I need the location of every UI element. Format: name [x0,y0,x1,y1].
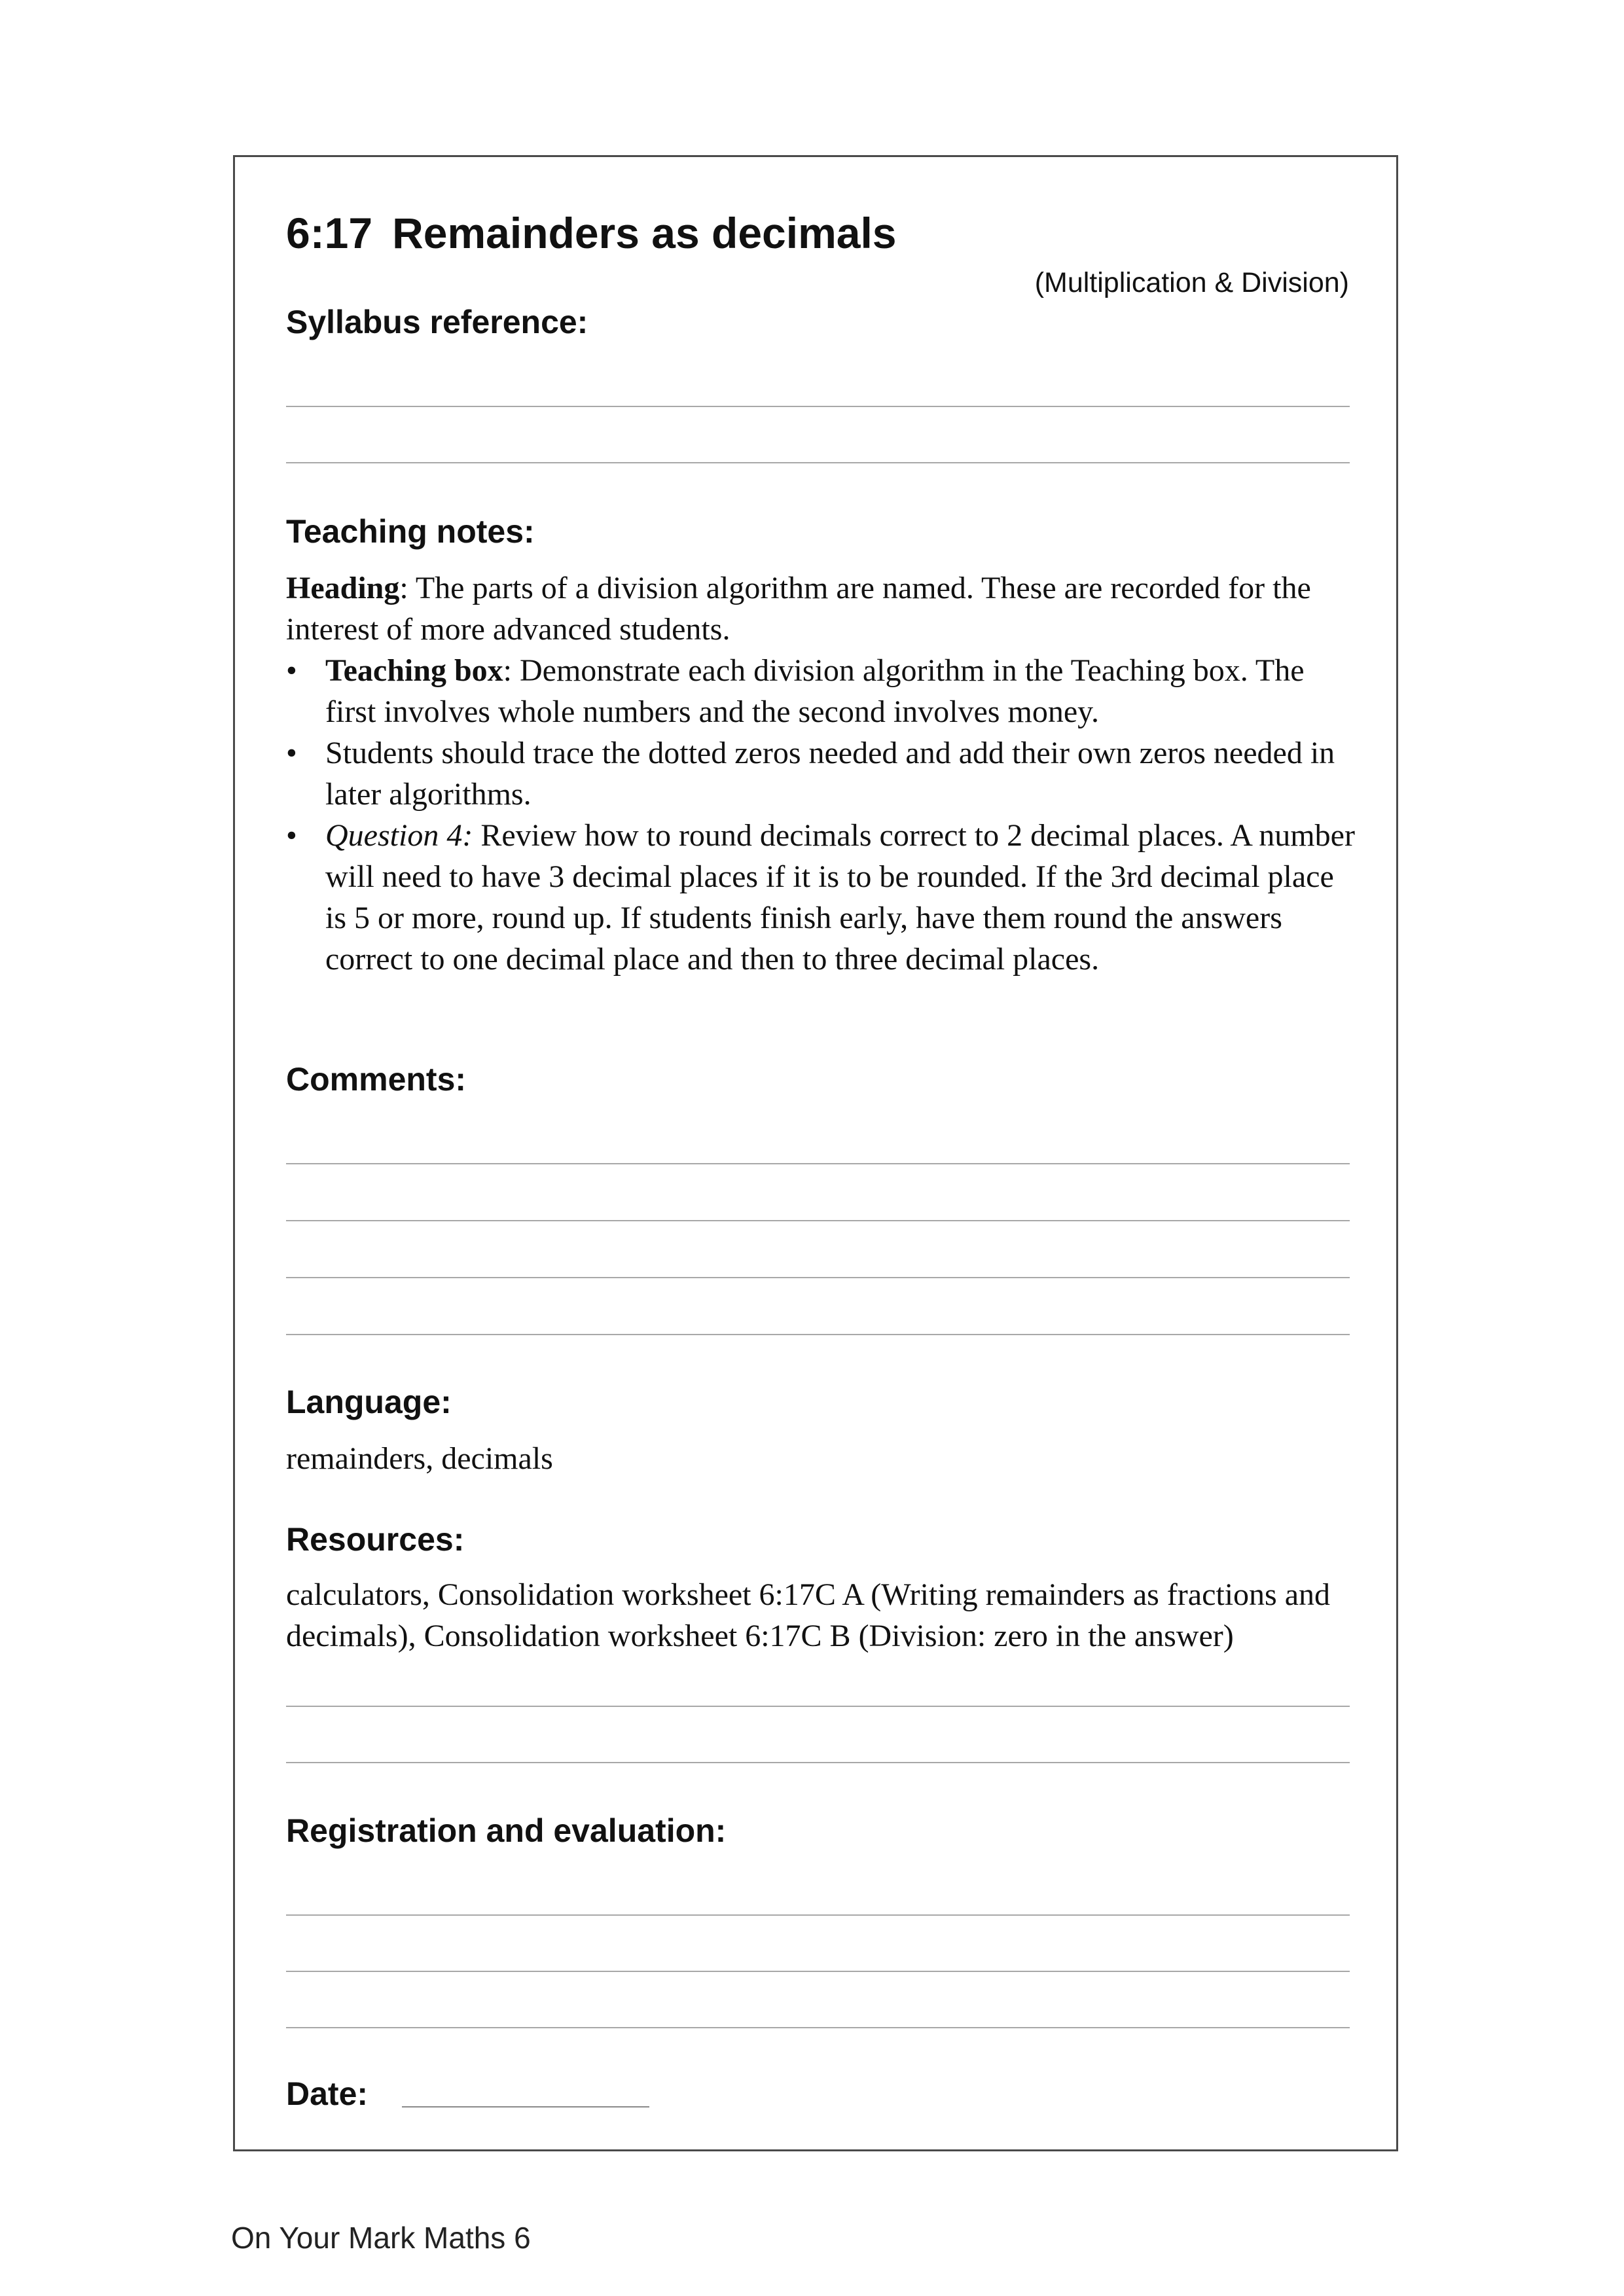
teaching-notes-heading: Teaching notes: [286,513,535,550]
teaching-notes-list [286,650,1360,980]
bullet3-italic: Question 4: [325,818,473,853]
bullet-dot: • [286,818,297,853]
page-footer: On Your Mark Maths 6 [231,2221,531,2255]
bullet2-text: Students should trace the dotted zeros needed and add their own zeros needed in later algorithms. [325,736,1335,812]
teaching-notes-body [286,567,1360,980]
intro-text: : The parts of a division algorithm are named. These are recorded for the interest of more advanced students. [286,571,1311,647]
bullet-dot: • [286,736,297,770]
bullet1-text: : Demonstrate each division algorithm in the Teaching box. The first involves whole numbers and the second involves money. [325,653,1305,729]
bullet-dot: • [286,653,297,688]
date-label: Date: [286,2075,369,2112]
syllabus-line-2[interactable] [286,462,1350,463]
list-item [286,650,1360,732]
page-title [286,208,897,258]
syllabus-heading: Syllabus reference: [286,304,588,340]
registration-heading: Registration and evaluation: [286,1812,727,1849]
lesson-title: Remainders as decimals [392,209,897,257]
resources-line-1[interactable] [286,1706,1350,1707]
teaching-notes-intro [286,567,1360,650]
language-heading: Language: [286,1384,452,1420]
comments-heading: Comments: [286,1061,467,1098]
intro-bold: Heading [286,571,400,605]
syllabus-line-1[interactable] [286,406,1350,407]
lesson-number: 6:17 [286,209,373,257]
resources-text: calculators, Consolidation worksheet 6:17C A (Writing remainders as fractions and decimals), Consolidation worksheet 6:17C B (Division: zero in the answer) [286,1577,1331,1653]
list-item [286,815,1360,980]
resources-heading: Resources: [286,1521,465,1558]
date-field-line[interactable] [402,2106,649,2108]
registration-line-2[interactable] [286,1971,1350,1972]
bullet1-bold: Teaching box [325,653,503,688]
registration-line-3[interactable] [286,2027,1350,2028]
list-item [286,732,1360,815]
comments-line-3[interactable] [286,1277,1350,1278]
strand-label: (Multiplication & Division) [1034,267,1349,298]
comments-line-4[interactable] [286,1334,1350,1335]
bullet3-text: Review how to round decimals correct to 2 decimal places. A number will need to have 3 decimal places if it is to be rounded. If the 3rd decimal place is 5 or more, round up. If students finish early, have them round the answers correct to one decimal place and then to three decimal places. [325,818,1355,977]
comments-line-1[interactable] [286,1163,1350,1164]
page-frame [233,155,1398,2151]
registration-line-1[interactable] [286,1914,1350,1916]
language-text: remainders, decimals [286,1441,553,1476]
resources-line-2[interactable] [286,1762,1350,1763]
comments-line-2[interactable] [286,1220,1350,1221]
